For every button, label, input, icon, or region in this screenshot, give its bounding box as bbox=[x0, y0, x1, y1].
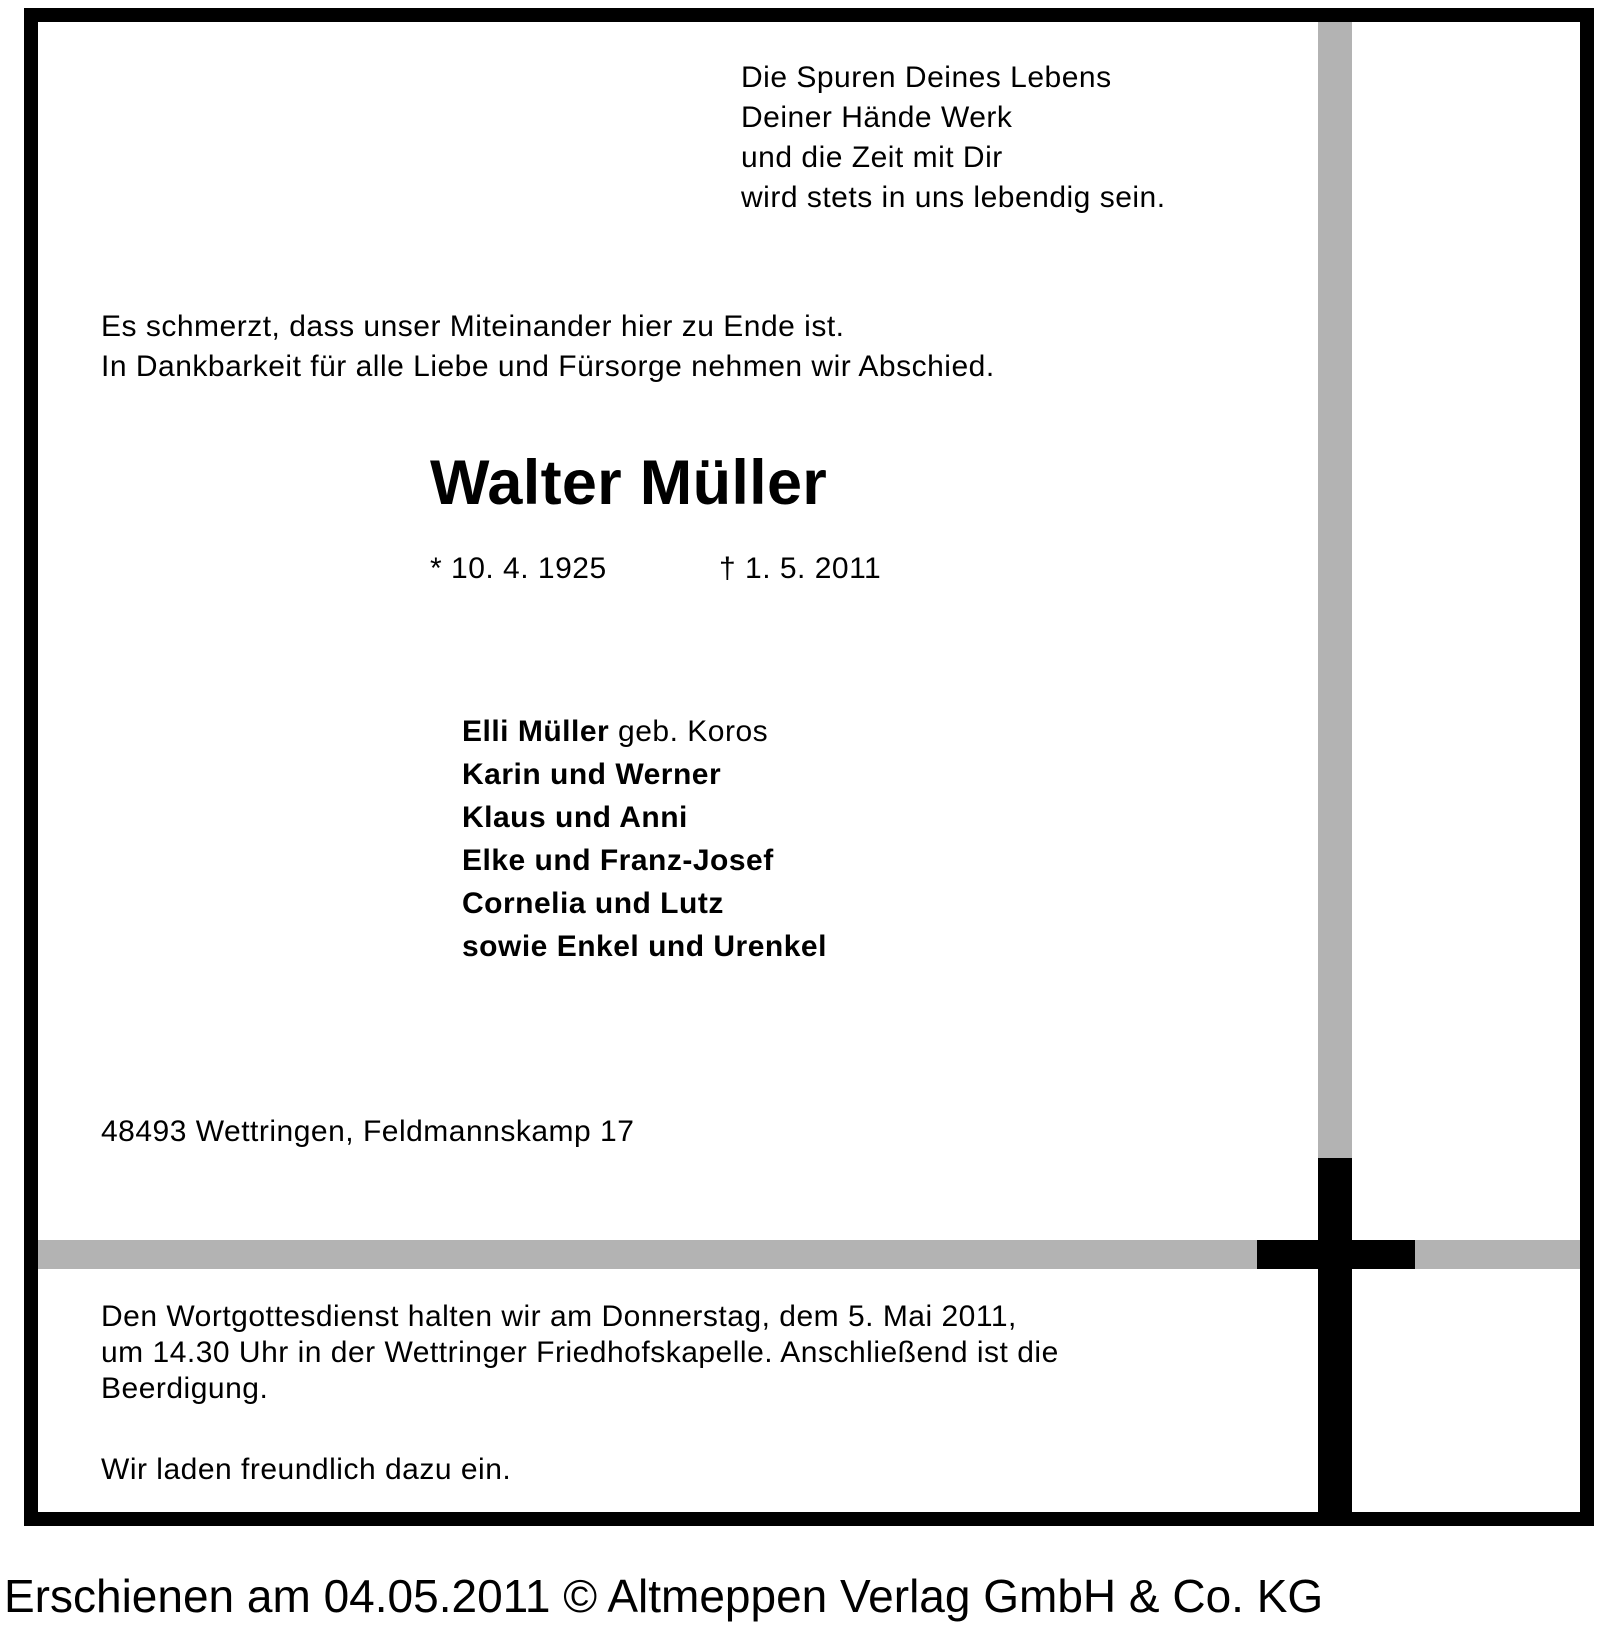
motto-line: Die Spuren Deines Lebens bbox=[741, 61, 1112, 94]
obituary-frame bbox=[24, 8, 1594, 1526]
motto-line: wird stets in uns lebendig sein. bbox=[741, 181, 1166, 214]
motto-verse bbox=[741, 58, 1166, 218]
grey-vertical-bar bbox=[1318, 22, 1352, 1158]
birth-date: * 10. 4. 1925 bbox=[430, 552, 607, 585]
family-member: sowie Enkel und Urenkel bbox=[462, 930, 827, 963]
family-member: Elke und Franz-Josef bbox=[462, 844, 774, 877]
invitation: Wir laden freundlich dazu ein. bbox=[101, 1453, 512, 1486]
family-member: Klaus und Anni bbox=[462, 801, 688, 834]
motto-line: Deiner Hände Werk bbox=[741, 101, 1013, 134]
maiden-name: geb. Koros bbox=[609, 715, 769, 748]
intro-line: Es schmerzt, dass unser Miteinander hier zu Ende ist. bbox=[101, 310, 845, 343]
service-line: um 14.30 Uhr in der Wettringer Friedhofskapelle. Anschließend ist die bbox=[101, 1336, 1059, 1369]
cross-icon-vertical bbox=[1318, 1158, 1352, 1526]
service-line: Den Wortgottesdienst halten wir am Donnerstag, dem 5. Mai 2011, bbox=[101, 1300, 1017, 1333]
service-notice bbox=[101, 1299, 1059, 1407]
service-line: Beerdigung. bbox=[101, 1372, 269, 1405]
cross-icon-horizontal bbox=[1257, 1240, 1415, 1269]
motto-line: und die Zeit mit Dir bbox=[741, 141, 1003, 174]
family-member: Cornelia und Lutz bbox=[462, 887, 724, 920]
address: 48493 Wettringen, Feldmannskamp 17 bbox=[101, 1115, 635, 1148]
intro-line: In Dankbarkeit für alle Liebe und Fürsorge nehmen wir Abschied. bbox=[101, 350, 995, 383]
family-member bbox=[462, 710, 827, 753]
deceased-name: Walter Müller bbox=[430, 448, 828, 518]
family-member: Karin und Werner bbox=[462, 758, 722, 791]
intro-text bbox=[101, 307, 995, 387]
publication-footer: Erschienen am 04.05.2011 © Altmeppen Verlag GmbH & Co. KG bbox=[4, 1570, 1324, 1622]
death-date: † 1. 5. 2011 bbox=[719, 552, 882, 585]
family-list bbox=[462, 710, 827, 968]
family-member-name: Elli Müller bbox=[462, 715, 610, 748]
